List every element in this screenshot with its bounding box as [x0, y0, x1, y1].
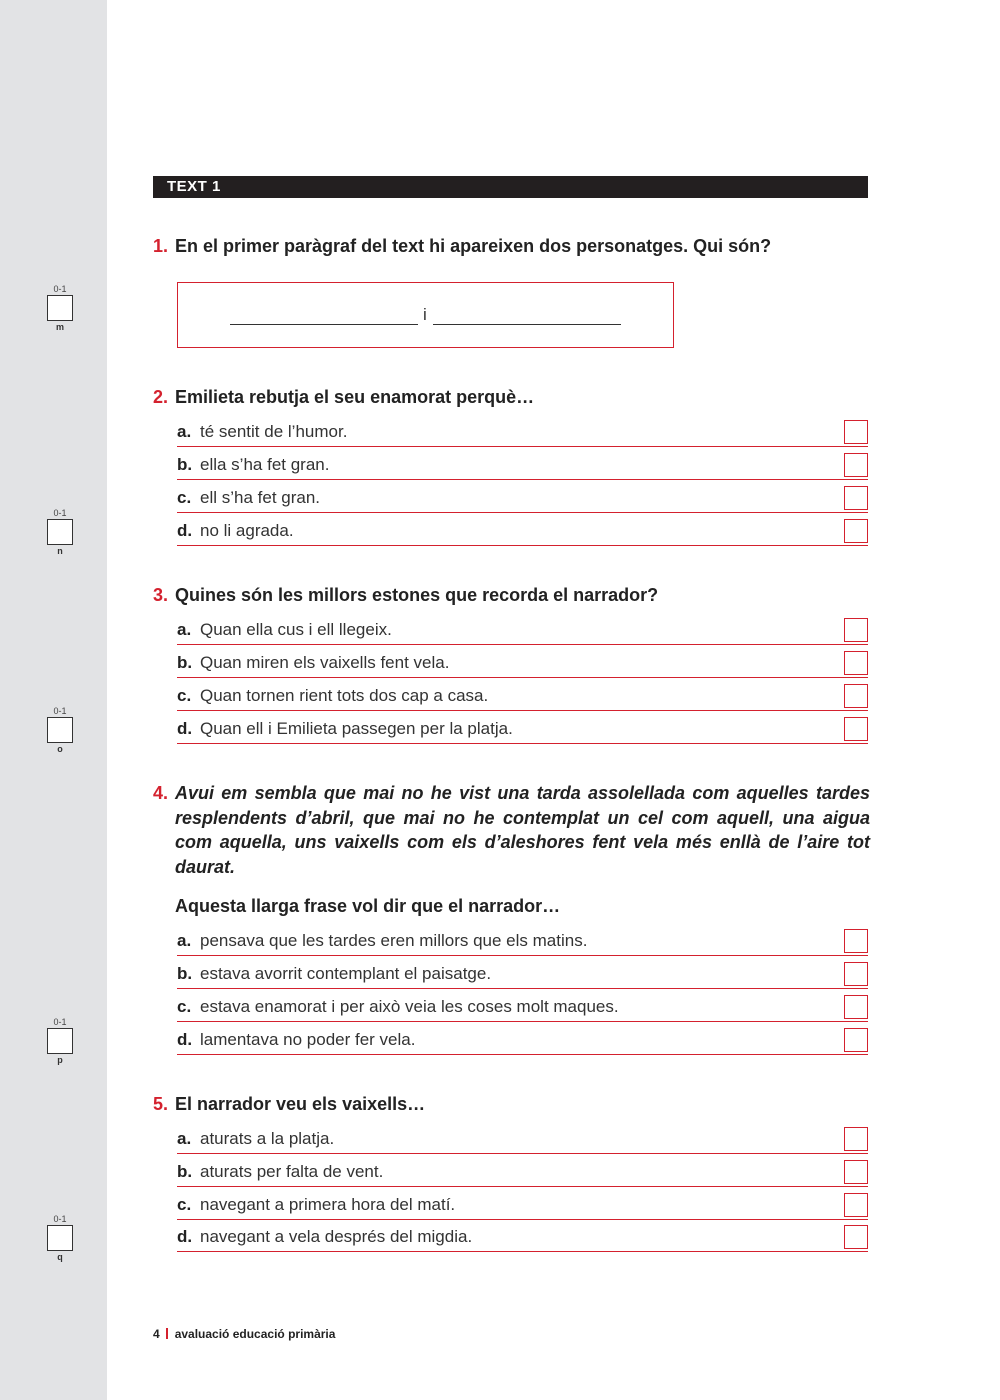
option-checkbox[interactable]: [844, 1127, 868, 1151]
score-checkbox[interactable]: [47, 519, 73, 545]
question-text: El narrador veu els vaixells…: [175, 1094, 426, 1114]
option-row[interactable]: [177, 1029, 868, 1055]
margin-sidebar: [0, 0, 107, 1400]
option-text: aturats a la platja.: [200, 1129, 335, 1148]
option-checkbox[interactable]: [844, 618, 868, 642]
option-row[interactable]: [177, 930, 868, 956]
score-letter: q: [57, 1252, 63, 1262]
option-text: navegant a primera hora del matí.: [200, 1195, 456, 1214]
option-letter: c.: [177, 686, 192, 705]
score-range: 0-1: [53, 1017, 67, 1027]
score-letter: o: [57, 744, 63, 754]
footer-title: avaluació educació primària: [174, 1327, 336, 1341]
question-number: 5.: [153, 1094, 169, 1114]
option-row[interactable]: [177, 619, 868, 645]
option-checkbox[interactable]: [844, 651, 868, 675]
option-checkbox[interactable]: [844, 1225, 868, 1249]
option-checkbox[interactable]: [844, 929, 868, 953]
answer-blank-2[interactable]: [433, 324, 621, 325]
option-letter: b.: [177, 1162, 193, 1181]
score-box-p: [46, 1017, 74, 1066]
option-letter: d.: [177, 719, 193, 738]
question-number: 1.: [153, 236, 169, 256]
option-row[interactable]: [177, 487, 868, 513]
option-text: ell s’ha fet gran.: [200, 488, 321, 507]
question-2: [153, 385, 868, 409]
option-row[interactable]: [177, 421, 868, 447]
question-4-quote: Avui em sembla que mai no he vist una tarda assolellada com aquelles tardes resplendents d’abril, que mai no he contemplat un cel com aquell, una aigua com aquella, uns vaixells com els d’aleshores fent vela més enllà de l’aire tot daurat.: [175, 783, 870, 877]
answer-box: [177, 282, 674, 348]
option-row[interactable]: [177, 1161, 868, 1187]
footer-separator: [166, 1328, 168, 1339]
option-row[interactable]: [177, 454, 868, 480]
question-number: 2.: [153, 387, 169, 407]
option-letter: c.: [177, 488, 192, 507]
question-4-number: [153, 781, 175, 805]
option-checkbox[interactable]: [844, 519, 868, 543]
option-text: aturats per falta de vent.: [200, 1162, 384, 1181]
option-letter: a.: [177, 620, 192, 639]
option-checkbox[interactable]: [844, 1193, 868, 1217]
option-row[interactable]: [177, 718, 868, 744]
option-letter: d.: [177, 1030, 193, 1049]
question-5: [153, 1092, 868, 1116]
option-checkbox[interactable]: [844, 420, 868, 444]
option-row[interactable]: [177, 1194, 868, 1220]
page-number: 4: [153, 1327, 160, 1341]
option-letter: a.: [177, 422, 192, 441]
score-range: 0-1: [53, 508, 67, 518]
option-letter: a.: [177, 1129, 192, 1148]
answer-blank-1[interactable]: [230, 324, 418, 325]
option-row[interactable]: [177, 1128, 868, 1154]
score-range: 0-1: [53, 1214, 67, 1224]
question-text: En el primer paràgraf del text hi apareixen dos personatges. Qui són?: [175, 236, 772, 256]
option-row[interactable]: [177, 996, 868, 1022]
question-3: [153, 583, 868, 607]
option-checkbox[interactable]: [844, 684, 868, 708]
score-checkbox[interactable]: [47, 1028, 73, 1054]
option-letter: c.: [177, 997, 192, 1016]
question-number: 3.: [153, 585, 169, 605]
score-box-n: [46, 508, 74, 557]
option-row[interactable]: [177, 652, 868, 678]
option-letter: d.: [177, 1227, 193, 1246]
option-checkbox[interactable]: [844, 962, 868, 986]
option-text: no li agrada.: [200, 521, 294, 540]
question-text: Emilieta rebutja el seu enamorat perquè…: [175, 387, 535, 407]
score-letter: m: [55, 322, 64, 332]
option-row[interactable]: [177, 520, 868, 546]
option-text: té sentit de l’humor.: [200, 422, 348, 441]
score-checkbox[interactable]: [47, 717, 73, 743]
option-letter: b.: [177, 653, 193, 672]
option-checkbox[interactable]: [844, 453, 868, 477]
option-checkbox[interactable]: [844, 995, 868, 1019]
option-text: estava avorrit contemplant el paisatge.: [200, 964, 492, 983]
score-letter: p: [57, 1055, 63, 1065]
page-footer: [153, 1327, 335, 1341]
score-checkbox[interactable]: [47, 1225, 73, 1251]
question-4-text: Aquesta llarga frase vol dir que el narrador…: [175, 896, 561, 916]
option-checkbox[interactable]: [844, 1028, 868, 1052]
question-number: 4.: [153, 783, 169, 803]
score-box-m: [46, 284, 74, 333]
score-letter: n: [57, 546, 63, 556]
score-box-q: [46, 1214, 74, 1263]
option-text: lamentava no poder fer vela.: [200, 1030, 416, 1049]
score-box-o: [46, 706, 74, 755]
option-letter: a.: [177, 931, 192, 950]
score-range: 0-1: [53, 706, 67, 716]
answer-connector: i: [423, 305, 427, 324]
option-checkbox[interactable]: [844, 486, 868, 510]
option-row[interactable]: [177, 1226, 868, 1252]
option-letter: b.: [177, 964, 193, 983]
question-1: [153, 234, 868, 258]
option-letter: d.: [177, 521, 193, 540]
option-letter: c.: [177, 1195, 192, 1214]
option-letter: b.: [177, 455, 193, 474]
option-row[interactable]: [177, 685, 868, 711]
option-text: Quan tornen rient tots dos cap a casa.: [200, 686, 489, 705]
question-text: Quines són les millors estones que recorda el narrador?: [175, 585, 659, 605]
option-text: estava enamorat i per això veia les coses molt maques.: [200, 997, 619, 1016]
option-text: Quan ella cus i ell llegeix.: [200, 620, 392, 639]
option-checkbox[interactable]: [844, 1160, 868, 1184]
option-text: Quan ell i Emilieta passegen per la platja.: [200, 719, 513, 738]
option-text: navegant a vela després del migdia.: [200, 1227, 473, 1246]
option-text: pensava que les tardes eren millors que els matins.: [200, 931, 588, 950]
option-row[interactable]: [177, 963, 868, 989]
option-checkbox[interactable]: [844, 717, 868, 741]
score-checkbox[interactable]: [47, 295, 73, 321]
option-text: ella s’ha fet gran.: [200, 455, 330, 474]
score-range: 0-1: [53, 284, 67, 294]
section-header: TEXT 1: [153, 176, 868, 198]
option-text: Quan miren els vaixells fent vela.: [200, 653, 450, 672]
